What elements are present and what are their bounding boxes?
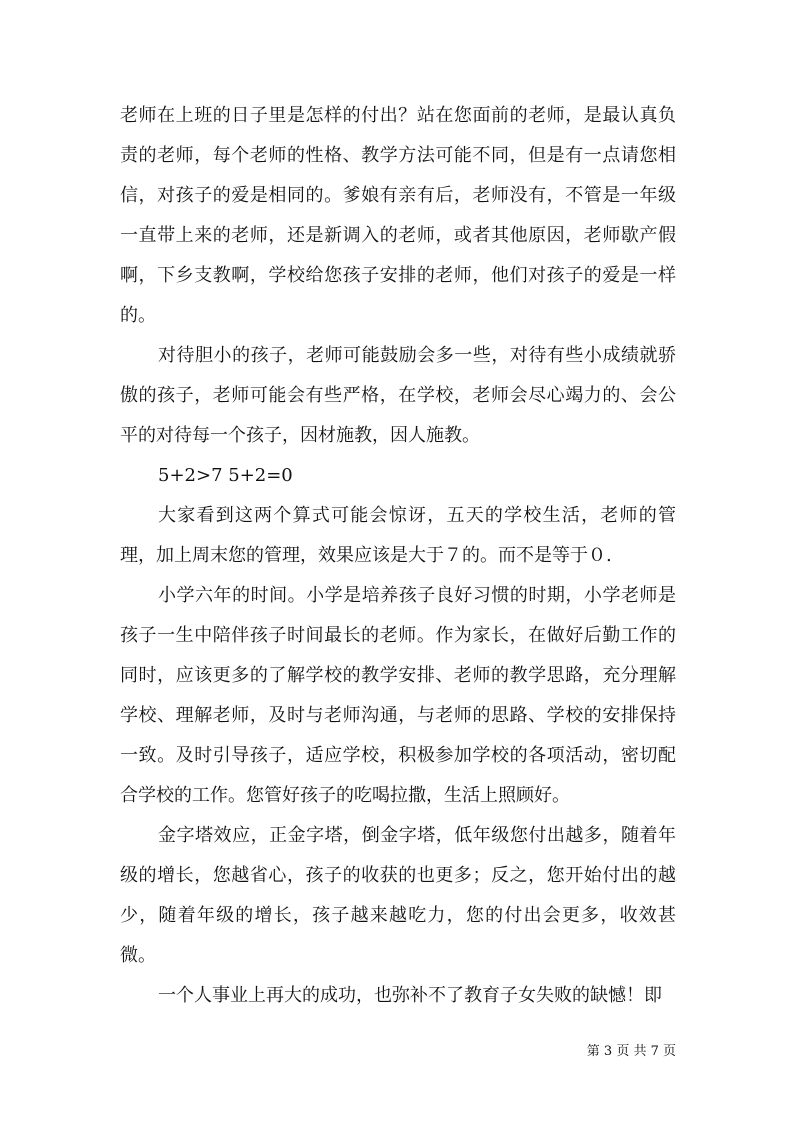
document-body: [120, 96, 676, 1016]
paragraph: 金字塔效应，正金字塔，倒金字塔，低年级您付出越多，随着年级的增长，您越省心，孩子的收获的也更多；反之，您开始付出的越少，随着年级的增长，孩子越来越吃力，您的付出会更多，收效甚微。: [120, 825, 676, 966]
paragraph-continued: 老师在上班的日子里是怎样的付出？站在您面前的老师，是最认真负责的老师，每个老师的性格、教学方法可能不同，但是有一点请您相信，对孩子的爱是相同的。爹娘有亲有后，老师没有，不管是一年级一直带上来的老师，还是新调入的老师，或者其他原因，老师歇产假啊，下乡支教啊，学校给您孩子安排的老师，他们对孩子的爱是一样的。: [120, 105, 676, 326]
paragraph: 大家看到这两个算式可能会惊讶，五天的学校生活，老师的管理，加上周末您的管理，效果应该是大于７的。而不是等于０.: [120, 505, 676, 566]
page-number-footer: 第 3 页 共 7 页: [586, 1044, 676, 1059]
paragraph: 一个人事业上再大的成功，也弥补不了教育子女失败的缺憾！即: [158, 985, 662, 1006]
paragraph: 对待胆小的孩子，老师可能鼓励会多一些，对待有些小成绩就骄傲的孩子，老师可能会有些严格，在学校，老师会尽心竭力的、会公平的对待每一个孩子，因材施教，因人施教。: [120, 345, 676, 446]
formula-line: 5+2>7 5+2=0: [158, 465, 293, 486]
paragraph: 小学六年的时间。小学是培养孩子良好习惯的时期，小学老师是孩子一生中陪伴孩子时间最长的老师。作为家长，在做好后勤工作的同时，应该更多的了解学校的教学安排、老师的教学思路，充分理解学校、理解老师，及时与老师沟通，与老师的思路、学校的安排保持一致。及时引导孩子，适应学校，积极参加学校的各项活动，密切配合学校的工作。您管好孩子的吃喝拉撒，生活上照顾好。: [120, 585, 676, 806]
